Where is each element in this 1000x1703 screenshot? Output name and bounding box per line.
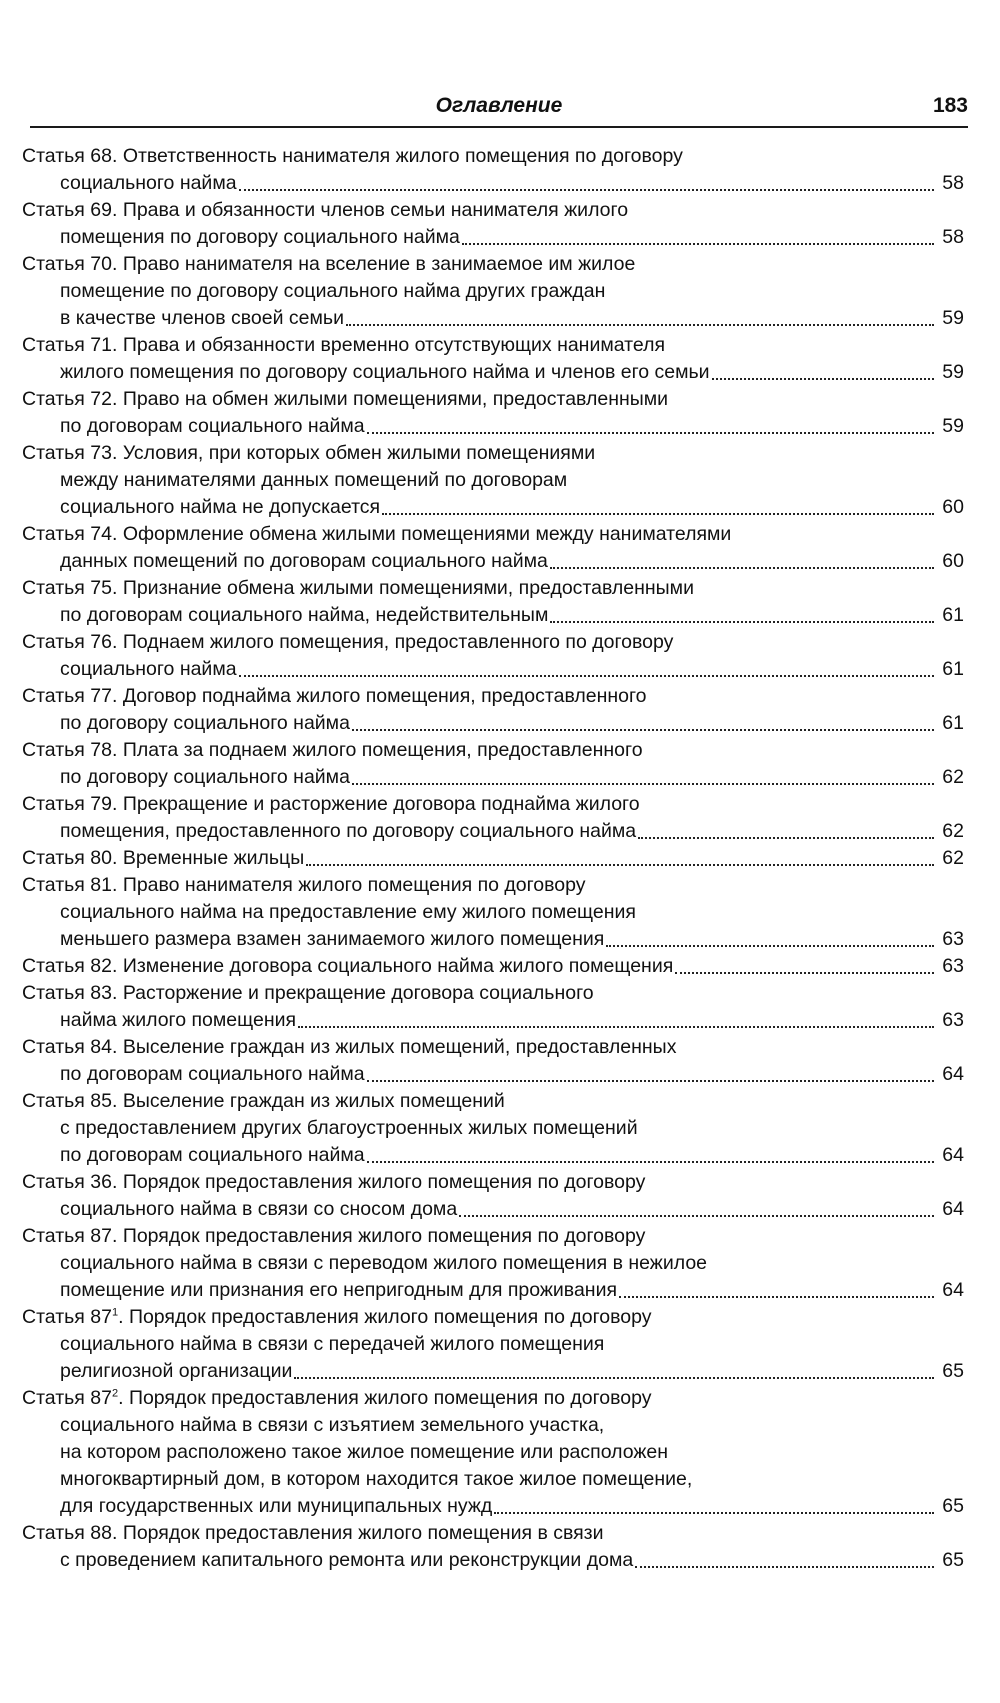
article-title-line: по договору социального найма [60, 766, 350, 788]
toc-entry-line [22, 1547, 964, 1574]
toc-entry-line [22, 440, 964, 467]
toc-entry-line [22, 1061, 964, 1088]
toc-entry [22, 683, 964, 737]
toc-entry [22, 575, 964, 629]
page-number: 62 [942, 766, 964, 788]
toc-entry-line [22, 1520, 964, 1547]
toc-entry-text [22, 521, 731, 548]
toc-entry-line [22, 413, 964, 440]
page-number: 62 [942, 847, 964, 869]
toc-entry-line [22, 1250, 964, 1277]
toc-entry-text [60, 1439, 668, 1466]
toc-entry-line [22, 1223, 964, 1250]
toc-entry [22, 1520, 964, 1574]
article-title-line: по договорам социального найма [60, 1063, 365, 1085]
article-label: Статья 87. [22, 1225, 118, 1247]
article-title-line: Порядок предоставления жилого помещения по договору [128, 1306, 652, 1328]
article-title-line: Прекращение и расторжение договора поднайма жилого [122, 793, 640, 815]
article-title-line: Изменение договора социального найма жилого помещения [122, 955, 674, 977]
page-number: 59 [942, 307, 964, 329]
toc-entry-line [22, 575, 964, 602]
toc-entry-text [60, 413, 365, 440]
toc-entry-text [22, 1034, 676, 1061]
toc-entry [22, 845, 964, 872]
article-title-line: Порядок предоставления жилого помещения по договору [128, 1387, 652, 1409]
toc-entry-text [60, 899, 636, 926]
article-title-line: по договорам социального найма, недействительным [60, 604, 549, 626]
article-label: Статья 79. [22, 793, 118, 815]
toc-entry-line [22, 791, 964, 818]
toc-entry-line [22, 1088, 964, 1115]
page-number: 64 [942, 1144, 964, 1166]
article-title-line: Признание обмена жилыми помещениями, предоставленными [122, 577, 694, 599]
article-label-suffix: . [118, 1387, 124, 1409]
article-title-line: Порядок предоставления жилого помещения в связи [122, 1522, 604, 1544]
article-title-line: социального найма [60, 172, 237, 194]
toc-entry-line [22, 926, 964, 953]
page-number: 64 [942, 1198, 964, 1220]
page-number: 63 [942, 928, 964, 950]
article-title-line: с проведением капитального ремонта или реконструкции дома [60, 1549, 634, 1571]
toc-entry-line [22, 1439, 964, 1466]
dot-leader [550, 621, 934, 623]
article-title-line: Выселение граждан из жилых помещений [122, 1090, 505, 1112]
toc-entry [22, 332, 964, 386]
article-title-line: в качестве членов своей семьи [60, 307, 344, 329]
dot-leader [298, 1026, 934, 1028]
toc-entry-line [22, 1493, 964, 1520]
dot-leader [346, 324, 934, 326]
dot-leader [239, 189, 934, 191]
toc-entry-text [60, 359, 710, 386]
toc-entry-text [60, 1358, 292, 1385]
toc-entry [22, 386, 964, 440]
article-title-line: Право нанимателя жилого помещения по договору [122, 874, 586, 896]
article-label: Статья 71. [22, 334, 118, 356]
article-title-line: по договору социального найма [60, 712, 350, 734]
toc-entry-line [22, 1196, 964, 1223]
toc-entry-line [22, 224, 964, 251]
toc-entry-line [22, 845, 964, 872]
article-title-line: религиозной организации [60, 1360, 293, 1382]
toc-entry-text [22, 143, 683, 170]
article-title-line: Договор поднайма жилого помещения, предоставленного [122, 685, 647, 707]
article-title-line: на котором расположено такое жилое помещение или расположен [60, 1441, 669, 1463]
dot-leader [638, 837, 934, 839]
page-number: 65 [942, 1495, 964, 1517]
toc-entry-line [22, 467, 964, 494]
toc-entry-line [22, 170, 964, 197]
toc-entry-text [60, 1466, 692, 1493]
toc-entry-line [22, 1007, 964, 1034]
toc-entry-line [22, 656, 964, 683]
toc-entry-text [60, 1061, 365, 1088]
article-label: Статья 83. [22, 982, 118, 1004]
dot-leader [459, 1215, 934, 1217]
toc-entry-text [60, 1196, 457, 1223]
article-title-line: помещение по договору социального найма других граждан [60, 280, 606, 302]
page-number: 62 [942, 820, 964, 842]
toc-entry [22, 980, 964, 1034]
toc-entry-line [22, 980, 964, 1007]
toc-entry-line [22, 1169, 964, 1196]
toc-entry [22, 1385, 964, 1520]
article-label: Статья 75. [22, 577, 118, 599]
toc-entry-text [60, 818, 636, 845]
page-number: 63 [942, 955, 964, 977]
toc-entry-line [22, 710, 964, 737]
dot-leader [675, 972, 934, 974]
article-title-line: Права и обязанности членов семьи нанимателя жилого [122, 199, 629, 221]
article-title-line: для государственных или муниципальных нужд [60, 1495, 493, 1517]
dot-leader [367, 1161, 934, 1163]
toc-entry [22, 1304, 964, 1385]
toc-entry-text [60, 1277, 617, 1304]
article-title-line: многоквартирный дом, в котором находится такое жилое помещение, [60, 1468, 693, 1490]
article-title-line: по договорам социального найма [60, 415, 365, 437]
toc-entry-line [22, 764, 964, 791]
toc-entry-text [60, 1250, 707, 1277]
toc-entry [22, 521, 964, 575]
toc-entry-text [22, 1223, 645, 1250]
article-title-line: Ответственность нанимателя жилого помещения по договору [122, 145, 683, 167]
article-title-line: жилого помещения по договору социального найма и членов его семьи [60, 361, 710, 383]
toc-entry-text [22, 386, 668, 413]
dot-leader [550, 567, 934, 569]
toc-entry-text [22, 332, 665, 359]
article-title-line: найма жилого помещения [60, 1009, 297, 1031]
toc-entry-line [22, 1385, 964, 1412]
toc-entry-text [22, 197, 628, 224]
dot-leader [462, 243, 934, 245]
toc-entry-text [22, 251, 635, 278]
toc-entry-line [22, 278, 964, 305]
article-label: Статья 84. [22, 1036, 118, 1058]
dot-leader [712, 378, 934, 380]
toc-entry-text [60, 305, 344, 332]
page-number: 65 [942, 1549, 964, 1571]
article-title-line: данных помещений по договорам социального найма [60, 550, 548, 572]
dot-leader [635, 1566, 934, 1568]
toc-entry-text [60, 224, 460, 251]
article-title-line: помещения, предоставленного по договору социального найма [60, 820, 637, 842]
toc-entry [22, 629, 964, 683]
article-title-line: между нанимателями данных помещений по договорам [60, 469, 568, 491]
toc-entry-text [22, 440, 595, 467]
article-superscript: 1 [111, 1306, 119, 1319]
toc-entry-text [60, 467, 567, 494]
article-title-line: социального найма в связи с изъятием земельного участка, [60, 1414, 605, 1436]
toc-entry-text [60, 926, 604, 953]
toc-entry-text [60, 1547, 633, 1574]
page-number: 63 [942, 1009, 964, 1031]
toc-entry-line [22, 899, 964, 926]
toc-entry-text [60, 710, 350, 737]
toc-entry-text [22, 1520, 604, 1547]
page-number: 59 [942, 415, 964, 437]
toc-entry-text [60, 602, 548, 629]
toc-entry [22, 440, 964, 521]
article-title-line: Временные жильцы [122, 847, 305, 869]
toc-entry-text [60, 1493, 492, 1520]
article-title-line: Оформление обмена жилыми помещениями между нанимателями [122, 523, 732, 545]
toc-entry-text [22, 683, 647, 710]
toc-entry-line [22, 197, 964, 224]
toc-entry-text [60, 170, 237, 197]
article-label: Статья 74. [22, 523, 118, 545]
toc-entry [22, 143, 964, 197]
toc-entry-line [22, 1412, 964, 1439]
toc-entry-text [22, 845, 304, 872]
article-title-line: социального найма [60, 658, 237, 680]
article-label: Статья 76. [22, 631, 118, 653]
article-title-line: Поднаем жилого помещения, предоставленного по договору [122, 631, 674, 653]
toc-entry-text [60, 656, 237, 683]
dot-leader [367, 1080, 934, 1082]
article-title-line: социального найма в связи с передачей жилого помещения [60, 1333, 605, 1355]
page-number: 58 [942, 226, 964, 248]
toc-entry-text [22, 1088, 505, 1115]
toc-entry [22, 953, 964, 980]
toc-entry-line [22, 683, 964, 710]
page-number: 64 [942, 1063, 964, 1085]
article-label: Статья 36. [22, 1171, 118, 1193]
page-number: 61 [942, 658, 964, 680]
article-label: Статья 68. [22, 145, 118, 167]
toc-entry [22, 1088, 964, 1169]
toc-entry-text [22, 1169, 645, 1196]
toc-entry [22, 791, 964, 845]
toc-entry [22, 1223, 964, 1304]
article-label: Статья 81. [22, 874, 118, 896]
page-number: 60 [942, 550, 964, 572]
article-label: Статья 78. [22, 739, 118, 761]
toc-entry-text [60, 1115, 638, 1142]
toc-entry-line [22, 872, 964, 899]
article-title-line: с предоставлением других благоустроенных жилых помещений [60, 1117, 638, 1139]
article-label: Статья 87 [22, 1306, 112, 1328]
article-title-line: социального найма в связи с переводом жилого помещения в нежилое [60, 1252, 708, 1274]
toc-entry-text [60, 494, 380, 521]
article-title-line: социального найма не допускается [60, 496, 381, 518]
dot-leader [382, 513, 934, 515]
article-title-line: Выселение граждан из жилых помещений, предоставленных [122, 1036, 677, 1058]
article-title-line: помещение или признания его непригодным для проживания [60, 1279, 618, 1301]
toc-entry-text [60, 548, 548, 575]
article-title-line: меньшего размера взамен занимаемого жилого помещения [60, 928, 605, 950]
toc-entry-line [22, 143, 964, 170]
toc-entry-text [22, 953, 673, 980]
toc-entry-text [22, 1304, 652, 1331]
toc-entry-text [22, 791, 640, 818]
table-of-contents [22, 143, 964, 1574]
article-title-line: Право нанимателя на вселение в занимаемое им жилое [122, 253, 636, 275]
article-title-line: социального найма в связи со сносом дома [60, 1198, 458, 1220]
toc-entry-text [60, 278, 605, 305]
toc-entry-line [22, 953, 964, 980]
page-number: 59 [942, 361, 964, 383]
article-label: Статья 88. [22, 1522, 118, 1544]
article-label: Статья 82. [22, 955, 118, 977]
dot-leader [494, 1512, 934, 1514]
toc-entry-line [22, 818, 964, 845]
toc-entry-text [60, 1412, 604, 1439]
article-label-suffix: . [118, 1306, 124, 1328]
toc-entry-line [22, 521, 964, 548]
toc-entry-text [22, 1385, 652, 1412]
toc-entry [22, 1169, 964, 1223]
toc-entry-text [22, 872, 586, 899]
dot-leader [619, 1296, 934, 1298]
article-label: Статья 73. [22, 442, 118, 464]
page-number: 60 [942, 496, 964, 518]
article-title-line: Порядок предоставления жилого помещения по договору [122, 1171, 646, 1193]
page-number: 65 [942, 1360, 964, 1382]
dot-leader [606, 945, 934, 947]
toc-entry-text [60, 1331, 604, 1358]
toc-entry-text [60, 1007, 296, 1034]
toc-entry-text [22, 575, 694, 602]
toc-entry-line [22, 1304, 964, 1331]
toc-entry [22, 251, 964, 332]
page-number: 61 [942, 604, 964, 626]
dot-leader [352, 729, 934, 731]
toc-entry-text [60, 764, 350, 791]
toc-entry [22, 872, 964, 953]
article-label: Статья 70. [22, 253, 118, 275]
toc-entry-text [22, 980, 594, 1007]
toc-entry-line [22, 251, 964, 278]
article-label: Статья 72. [22, 388, 118, 410]
page-number: 61 [942, 712, 964, 734]
article-superscript: 2 [111, 1387, 119, 1400]
article-title-line: Условия, при которых обмен жилыми помещениями [122, 442, 596, 464]
toc-entry-line [22, 548, 964, 575]
toc-entry-line [22, 1115, 964, 1142]
toc-entry-line [22, 602, 964, 629]
toc-entry-line [22, 305, 964, 332]
toc-entry-text [22, 629, 673, 656]
page-number: 64 [942, 1279, 964, 1301]
article-label: Статья 87 [22, 1387, 112, 1409]
article-label: Статья 85. [22, 1090, 118, 1112]
page-number: 58 [942, 172, 964, 194]
article-title-line: Расторжение и прекращение договора социального [122, 982, 594, 1004]
toc-entry [22, 737, 964, 791]
header-title: Оглавление [435, 94, 563, 117]
toc-entry-line [22, 1466, 964, 1493]
toc-entry [22, 197, 964, 251]
toc-entry-line [22, 386, 964, 413]
running-header [30, 90, 968, 128]
toc-entry-line [22, 1142, 964, 1169]
article-title-line: социального найма на предоставление ему жилого помещения [60, 901, 636, 923]
dot-leader [294, 1377, 934, 1379]
header-page-number: 183 [932, 94, 968, 117]
article-label: Статья 77. [22, 685, 118, 707]
article-title-line: Право на обмен жилыми помещениями, предоставленными [122, 388, 669, 410]
article-title-line: Права и обязанности временно отсутствующих нанимателя [122, 334, 666, 356]
toc-entry-line [22, 629, 964, 656]
dot-leader [306, 864, 934, 866]
dot-leader [352, 783, 934, 785]
toc-entry-line [22, 1358, 964, 1385]
toc-entry [22, 1034, 964, 1088]
toc-entry-line [22, 1034, 964, 1061]
toc-entry-line [22, 1331, 964, 1358]
article-title-line: по договорам социального найма [60, 1144, 365, 1166]
toc-entry-line [22, 494, 964, 521]
toc-entry-text [22, 737, 643, 764]
article-title-line: помещения по договору социального найма [60, 226, 460, 248]
toc-entry-text [60, 1142, 365, 1169]
article-label: Статья 80. [22, 847, 118, 869]
toc-entry-line [22, 359, 964, 386]
toc-entry-line [22, 737, 964, 764]
toc-entry-line [22, 1277, 964, 1304]
dot-leader [367, 432, 934, 434]
toc-entry-line [22, 332, 964, 359]
article-title-line: Порядок предоставления жилого помещения по договору [122, 1225, 646, 1247]
article-title-line: Плата за поднаем жилого помещения, предоставленного [122, 739, 643, 761]
dot-leader [239, 675, 934, 677]
article-label: Статья 69. [22, 199, 118, 221]
